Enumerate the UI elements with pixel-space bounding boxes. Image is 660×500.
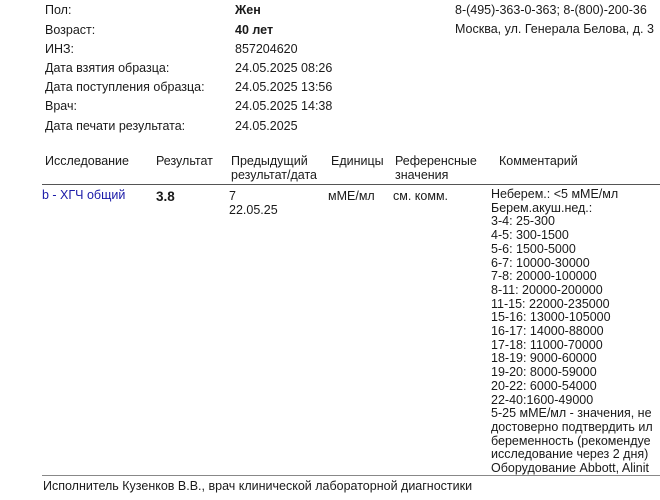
result-value: 3.8	[156, 189, 175, 204]
comment-line: 17-18: 11000-70000	[491, 337, 603, 352]
header-reference-line1: Референсные	[395, 154, 477, 168]
sample-received-value: 24.05.2025 13:56	[235, 80, 333, 94]
header-test: Исследование	[45, 154, 129, 168]
comment-line: 8-11: 20000-200000	[491, 282, 603, 297]
comment-line: 16-17: 14000-88000	[491, 324, 604, 339]
sample-taken-label: Дата взятия образца:	[45, 61, 170, 75]
comment-line: достоверно подтвердить ил	[491, 419, 653, 434]
inz-label: ИНЗ:	[45, 42, 75, 56]
reference-value: см. комм.	[393, 189, 449, 203]
comment-line: 19-20: 8000-59000	[491, 365, 597, 380]
comment-line: 5-6: 1500-5000	[491, 241, 576, 256]
print-date-label: Дата печати результата:	[45, 119, 186, 133]
previous-value: 7	[229, 189, 236, 203]
doctor-label: Врач:	[45, 99, 77, 113]
header-result: Результат	[156, 154, 213, 168]
performer-footer: Исполнитель Кузенков В.В., врач клинической лабораторной диагностики	[43, 479, 473, 493]
header-comment: Комментарий	[499, 154, 578, 168]
inz-value: 857204620	[235, 42, 298, 56]
footer-divider	[42, 475, 660, 476]
comment-line: 5-25 мМЕ/мл - значения, не	[491, 406, 652, 421]
units-value: мМЕ/мл	[328, 189, 375, 203]
comment-line: исследование через 2 дня)	[491, 447, 649, 462]
age-label: Возраст:	[45, 23, 96, 37]
comment-line: беременность (рекомендуе	[491, 433, 651, 448]
test-name-link[interactable]: b - ХГЧ общий	[42, 188, 126, 202]
comment-line: Оборудование Abbott, Alinit	[491, 461, 649, 476]
print-date-value: 24.05.2025	[235, 119, 298, 133]
header-units: Единицы	[331, 154, 384, 168]
age-value: 40 лет	[235, 23, 274, 37]
previous-date: 22.05.25	[229, 203, 278, 217]
comment-line: 6-7: 10000-30000	[491, 255, 590, 270]
sex-label: Пол:	[45, 3, 72, 17]
header-reference	[395, 154, 477, 182]
previous-result	[229, 189, 278, 217]
comment-line: 18-19: 9000-60000	[491, 351, 597, 366]
comment-line: 15-16: 13000-105000	[491, 310, 611, 325]
lab-phones: 8-(495)-363-0-363; 8-(800)-200-36	[455, 3, 647, 17]
lab-address: Москва, ул. Генерала Белова, д. 3	[455, 22, 654, 36]
header-previous	[231, 154, 317, 182]
comment-line: 3-4: 25-300	[491, 214, 555, 229]
comment-line: 7-8: 20000-100000	[491, 269, 597, 284]
sample-received-label: Дата поступления образца:	[45, 80, 205, 94]
comment-line: 22-40:1600-49000	[491, 392, 594, 407]
sex-value: Жен	[235, 3, 261, 17]
comment-line: 4-5: 300-1500	[491, 228, 569, 243]
header-previous-line1: Предыдущий	[231, 154, 308, 168]
header-divider	[42, 184, 660, 185]
comment-line: 11-15: 22000-235000	[491, 296, 610, 311]
header-reference-line2: значения	[395, 168, 449, 182]
comment-block	[491, 188, 660, 476]
comment-line: Неберем.: <5 мМЕ/мл	[491, 188, 619, 201]
comment-line: Берем.акуш.нед.:	[491, 200, 593, 215]
comment-line: 20-22: 6000-54000	[491, 378, 597, 393]
header-previous-line2: результат/дата	[231, 168, 317, 182]
sample-taken-value: 24.05.2025 08:26	[235, 61, 333, 75]
doctor-value: 24.05.2025 14:38	[235, 99, 333, 113]
